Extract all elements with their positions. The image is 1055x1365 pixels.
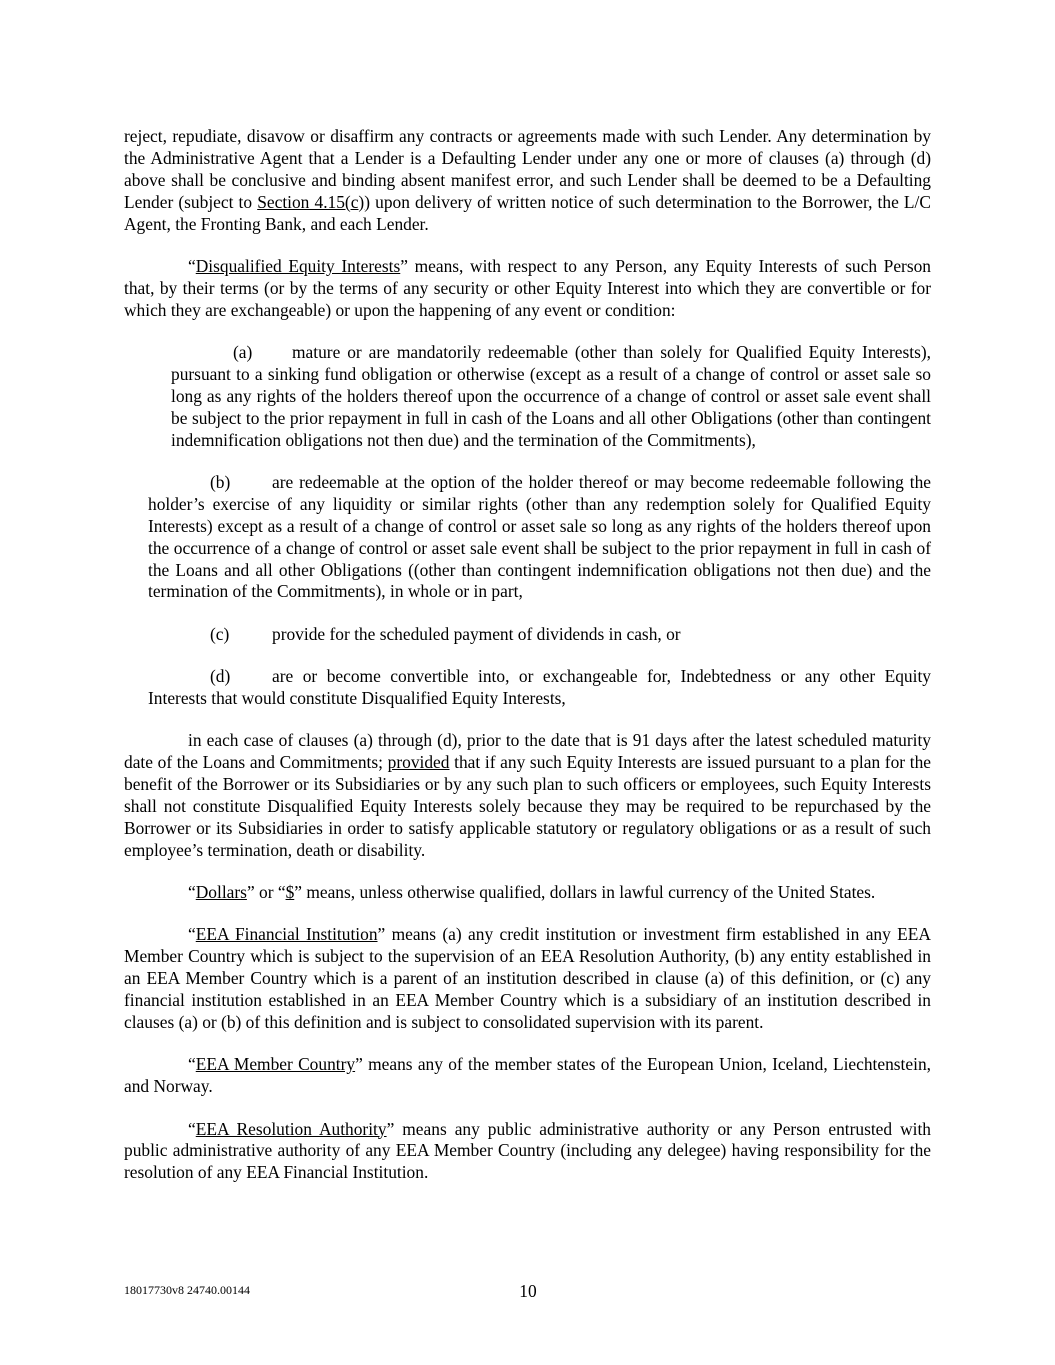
quote-mark: “ bbox=[188, 882, 196, 903]
clause-d bbox=[148, 666, 931, 710]
footer-document-id: 18017730v8 24740.00144 bbox=[124, 1283, 250, 1297]
defined-term: Dollars bbox=[195, 882, 247, 903]
clause-c bbox=[148, 624, 931, 646]
definition-dollars bbox=[124, 882, 931, 904]
definition-text: ” means any public administrative authority or any Person entrusted with public administrative authority of any EEA Member Country (including any delegee) having responsibility for the resolution of any EEA Financial Institution. bbox=[124, 1118, 931, 1183]
quote-mark: “ bbox=[188, 924, 196, 945]
clause-text: are or become convertible into, or exchangeable for, Indebtedness or any other Equity Interests that would constitute Disqualified Equity Interests, bbox=[148, 666, 931, 708]
quote-mark: “ bbox=[188, 1118, 196, 1139]
clause-b bbox=[148, 472, 931, 603]
definition-eea-member-country bbox=[124, 1054, 931, 1098]
text: ” or “ bbox=[246, 882, 286, 903]
provided-term: provided bbox=[387, 752, 450, 773]
text: reject, repudiate, disavow or disaffirm any contracts or agreements made with such Lender. Any determination by the Administrative Agent that a Lender is a Defaulting Lender under any one or more of clauses (a) through (d) above shall be conclusive and binding absent manifest error, and such Lender shall be deemed to be a Defaulting Lender (subject to bbox=[124, 126, 931, 212]
paragraph-clauses-summary bbox=[124, 730, 931, 861]
clause-label: (a) bbox=[233, 342, 253, 363]
definition-text: ” means (a) any credit institution or investment firm established in any EEA Member Country which is subject to the supervision of an EEA Resolution Authority, (b) any entity established in an EEA Member Country which is a parent of an institution described in clause (a) of this definition, or (c) any financial institution established in an EEA Member Country which is a subsidiary of an institution described in clauses (a) or (b) of this definition and is subject to consolidated supervision with its parent. bbox=[124, 924, 931, 1033]
section-reference-link: Section 4.15(c) bbox=[257, 191, 365, 212]
definition-eea-financial-institution bbox=[124, 924, 931, 1034]
clause-text: mature or are mandatorily redeemable (other than solely for Qualified Equity Interests), pursuant to a sinking fund obligation or otherwise (except as a result of a change of control or asset sale so long as any rights of the holders thereof upon the occurrence of a change of control or asset sale event shall be subject to the prior repayment in full in cash of the Loans and all other Obligations (other than contingent indemnification obligations not then due) and the termination of the Commitments), bbox=[171, 342, 931, 450]
text: in each case of clauses (a) through (d), prior to the date that is 91 days after the latest scheduled maturity date of the Loans and Commitments; bbox=[124, 730, 931, 773]
defined-term: $ bbox=[285, 882, 295, 903]
clause-a bbox=[171, 342, 931, 452]
defined-term: EEA Financial Institution bbox=[195, 924, 378, 945]
paragraph-defaulting-lender-continuation bbox=[124, 126, 931, 236]
clause-label: (b) bbox=[210, 471, 231, 492]
page-number: 10 bbox=[519, 1281, 537, 1301]
clause-text: are redeemable at the option of the holder thereof or may become redeemable following the holder’s exercise of any liquidity or similar rights (other than any redemption solely for Qualified Equity Interests) except as a result of a change of control or asset sale so long as any rights of the holders thereof upon the occurrence of a change of control or asset sale event shall be subject to the prior repayment in full in cash of the Loans and all other Obligations ((other than contingent indemnification obligations not then due) and the termination of the Commitments), in whole or in part, bbox=[148, 471, 931, 602]
definition-disqualified-equity-interests bbox=[124, 256, 931, 322]
quote-mark: “ bbox=[188, 1054, 196, 1075]
text: ) upon delivery of written notice of such determination to the Borrower, the L/C Agent, the Fronting Bank, and each Lender. bbox=[124, 191, 931, 234]
definition-text: ” means, with respect to any Person, any Equity Interests of such Person that, by their terms (or by the terms of any security or other Equity Interest into which they are convertible or for which they are exchangeable) or upon the happening of any event or condition: bbox=[124, 255, 931, 320]
defined-term: EEA Member Country bbox=[195, 1054, 356, 1075]
text: that if any such Equity Interests are issued pursuant to a plan for the benefit of the Borrower or its Subsidiaries or by any such plan to such officers or employees, such Equity Interests shall not constitute Disqualified Equity Interests solely because they may be required to be repurchased by the Borrower or its Subsidiaries in order to satisfy applicable statutory or regulatory obligations or as a result of such employee’s termination, death or disability. bbox=[124, 752, 931, 860]
clause-label: (d) bbox=[210, 666, 231, 687]
defined-term: Disqualified Equity Interests bbox=[195, 255, 401, 276]
clause-label: (c) bbox=[210, 623, 230, 644]
document-body bbox=[124, 126, 931, 1205]
defined-term: EEA Resolution Authority bbox=[195, 1118, 387, 1139]
quote-mark: “ bbox=[188, 255, 196, 276]
definition-text: ” means, unless otherwise qualified, dollars in lawful currency of the United States. bbox=[294, 882, 876, 903]
clause-text: provide for the scheduled payment of dividends in cash, or bbox=[272, 623, 681, 644]
definition-text: ” means any of the member states of the European Union, Iceland, Liechtenstein, and Norway. bbox=[124, 1054, 931, 1097]
definition-eea-resolution-authority bbox=[124, 1119, 931, 1185]
